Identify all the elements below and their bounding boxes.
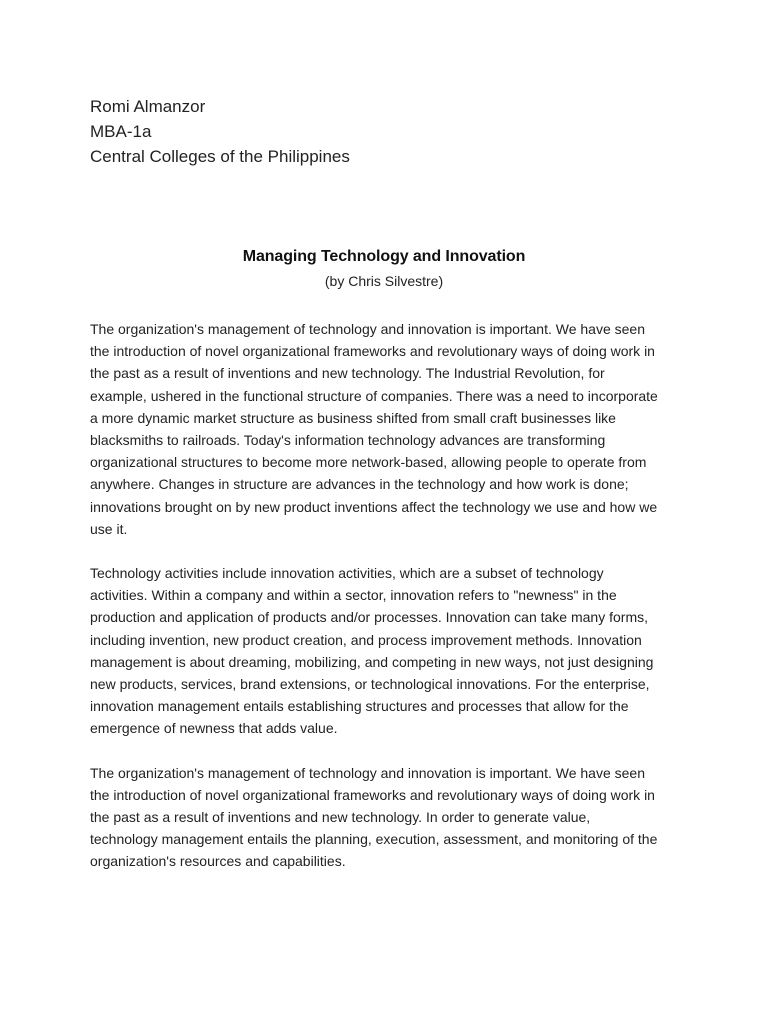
paragraph-line: activities. Within a company and within a sector, innovation refers to "newness" in the xyxy=(90,587,617,604)
paragraph-line: The organization's management of technology and innovation is important. We have seen xyxy=(90,321,645,337)
paragraph-line: management is about dreaming, mobilizing, and competing in new ways, not just designing xyxy=(90,653,654,670)
author-program: MBA-1a xyxy=(90,122,152,141)
paragraph-line: the past as a result of inventions and new technology. The Industrial Revolution, for xyxy=(90,365,605,382)
document-byline: (by Chris Silvestre) xyxy=(324,273,444,289)
paragraph-line: a more dynamic market structure as business shifted from small craft businesses like xyxy=(90,409,616,426)
author-school: Central Colleges of the Philippines xyxy=(90,147,350,166)
paragraph-3 xyxy=(90,762,680,873)
paragraph-line: production and application of products and/or processes. Innovation can take many forms, xyxy=(90,609,648,626)
paragraph-line: emergence of newness that adds value. xyxy=(90,720,338,737)
paragraph-line: use it. xyxy=(90,520,128,537)
paragraph-line: innovation management entails establishing structures and processes that allow for the xyxy=(90,698,629,715)
paragraph-line: organization's resources and capabilities. xyxy=(90,853,346,870)
paragraph-line: the introduction of novel organizational frameworks and revolutionary ways of doing work in xyxy=(90,786,655,803)
paragraph-line: new products, services, brand extensions, or technological innovations. For the enterprise, xyxy=(90,676,650,693)
paragraph-line: example, ushered in the functional structure of companies. There was a need to incorporate xyxy=(90,387,658,404)
paragraph-line: technology management entails the planning, execution, assessment, and monitoring of the xyxy=(90,831,658,848)
paragraph-line: including invention, new product creation, and process improvement methods. Innovation xyxy=(90,631,642,648)
paragraph-line: The organization's management of technology and innovation is important. We have seen xyxy=(90,764,645,781)
paragraph-1 xyxy=(90,318,680,540)
paragraph-line: blacksmiths to railroads. Today's information technology advances are transforming xyxy=(90,432,606,449)
author-name: Romi Almanzor xyxy=(90,97,206,116)
paragraph-line: organizational structures to become more network-based, allowing people to operate from xyxy=(90,454,647,471)
document-body xyxy=(90,318,680,895)
paragraph-line: the introduction of novel organizational frameworks and revolutionary ways of doing work in xyxy=(90,343,655,360)
paragraph-line: anywhere. Changes in structure are advances in the technology and how work is done; xyxy=(90,476,629,493)
paragraph-line: Technology activities include innovation activities, which are a subset of technology xyxy=(90,565,604,582)
paragraph-2 xyxy=(90,562,680,740)
document-title: Managing Technology and Innovation xyxy=(242,248,526,265)
author-block xyxy=(90,94,350,169)
paragraph-line: innovations brought on by new product inventions affect the technology we use and how we xyxy=(90,498,658,515)
paragraph-line: the past as a result of inventions and new technology. In order to generate value, xyxy=(90,809,591,826)
